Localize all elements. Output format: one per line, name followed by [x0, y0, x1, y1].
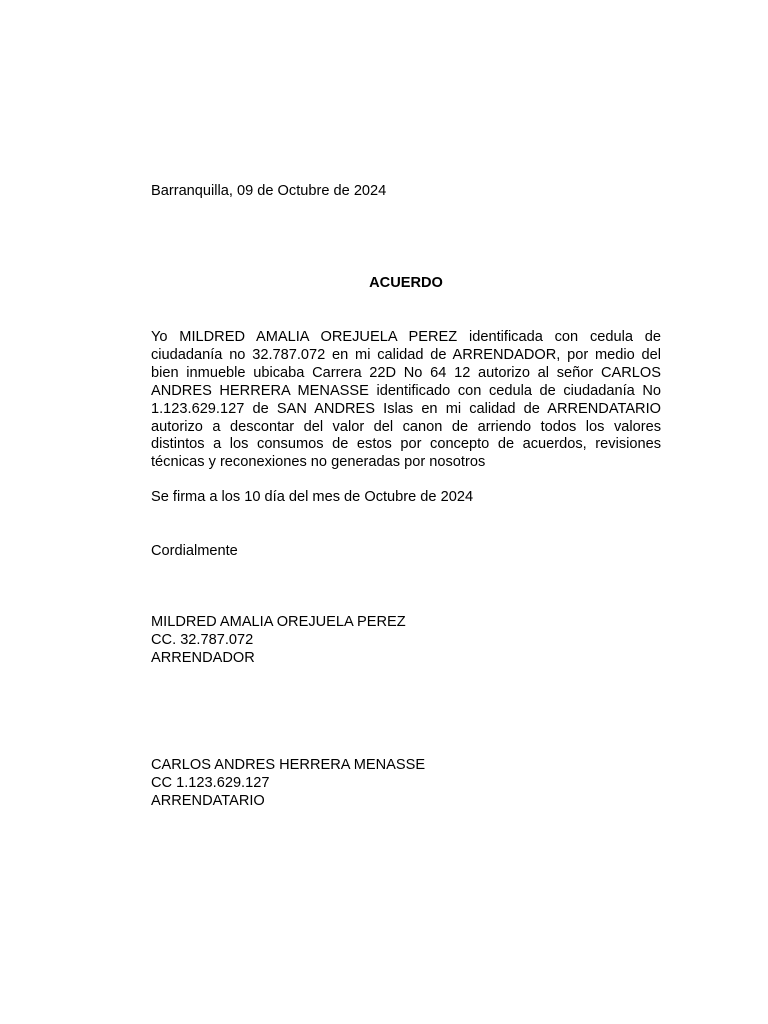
body-line: ciudadanía no 32.787.072 en mi calidad de ARRENDADOR, por medio del [151, 346, 661, 363]
signature-block-arrendatario [151, 757, 661, 811]
agreement-body [151, 329, 661, 472]
body-line: bien inmueble ubicaba Carrera 22D No 64 12 autorizo al señor CARLOS [151, 364, 661, 381]
signature-block-arrendador [151, 614, 661, 668]
signatory-name: CARLOS ANDRES HERRERA MENASSE [151, 757, 426, 773]
signatory-id: CC. 32.787.072 [151, 631, 254, 648]
signatory-name: MILDRED AMALIA OREJUELA PEREZ [151, 614, 406, 630]
signed-date-line: Se firma a los 10 día del mes de Octubre de 2024 [151, 489, 474, 505]
body-line: distintos a los consumos de estos por concepto de acuerdos, revisiones [151, 436, 661, 453]
date-line: Barranquilla, 09 de Octubre de 2024 [151, 183, 387, 199]
signatory-id: CC 1.123.629.127 [151, 774, 270, 791]
body-line: 1.123.629.127 de SAN ANDRES Islas en mi calidad de ARRENDATARIO [151, 400, 661, 417]
body-line: técnicas y reconexiones no generadas por nosotros [151, 454, 486, 471]
signatory-role: ARRENDADOR [151, 649, 255, 666]
closing-salutation: Cordialmente [151, 543, 238, 559]
signatory-role: ARRENDATARIO [151, 792, 265, 809]
body-line: Yo MILDRED AMALIA OREJUELA PEREZ identificada con cedula de [151, 329, 661, 345]
document-title: ACUERDO [369, 275, 443, 291]
body-line: autorizo a descontar del valor del canon de arriendo todos los valores [151, 418, 661, 435]
body-line: ANDRES HERRERA MENASSE identificado con cedula de ciudadanía No [151, 382, 661, 399]
